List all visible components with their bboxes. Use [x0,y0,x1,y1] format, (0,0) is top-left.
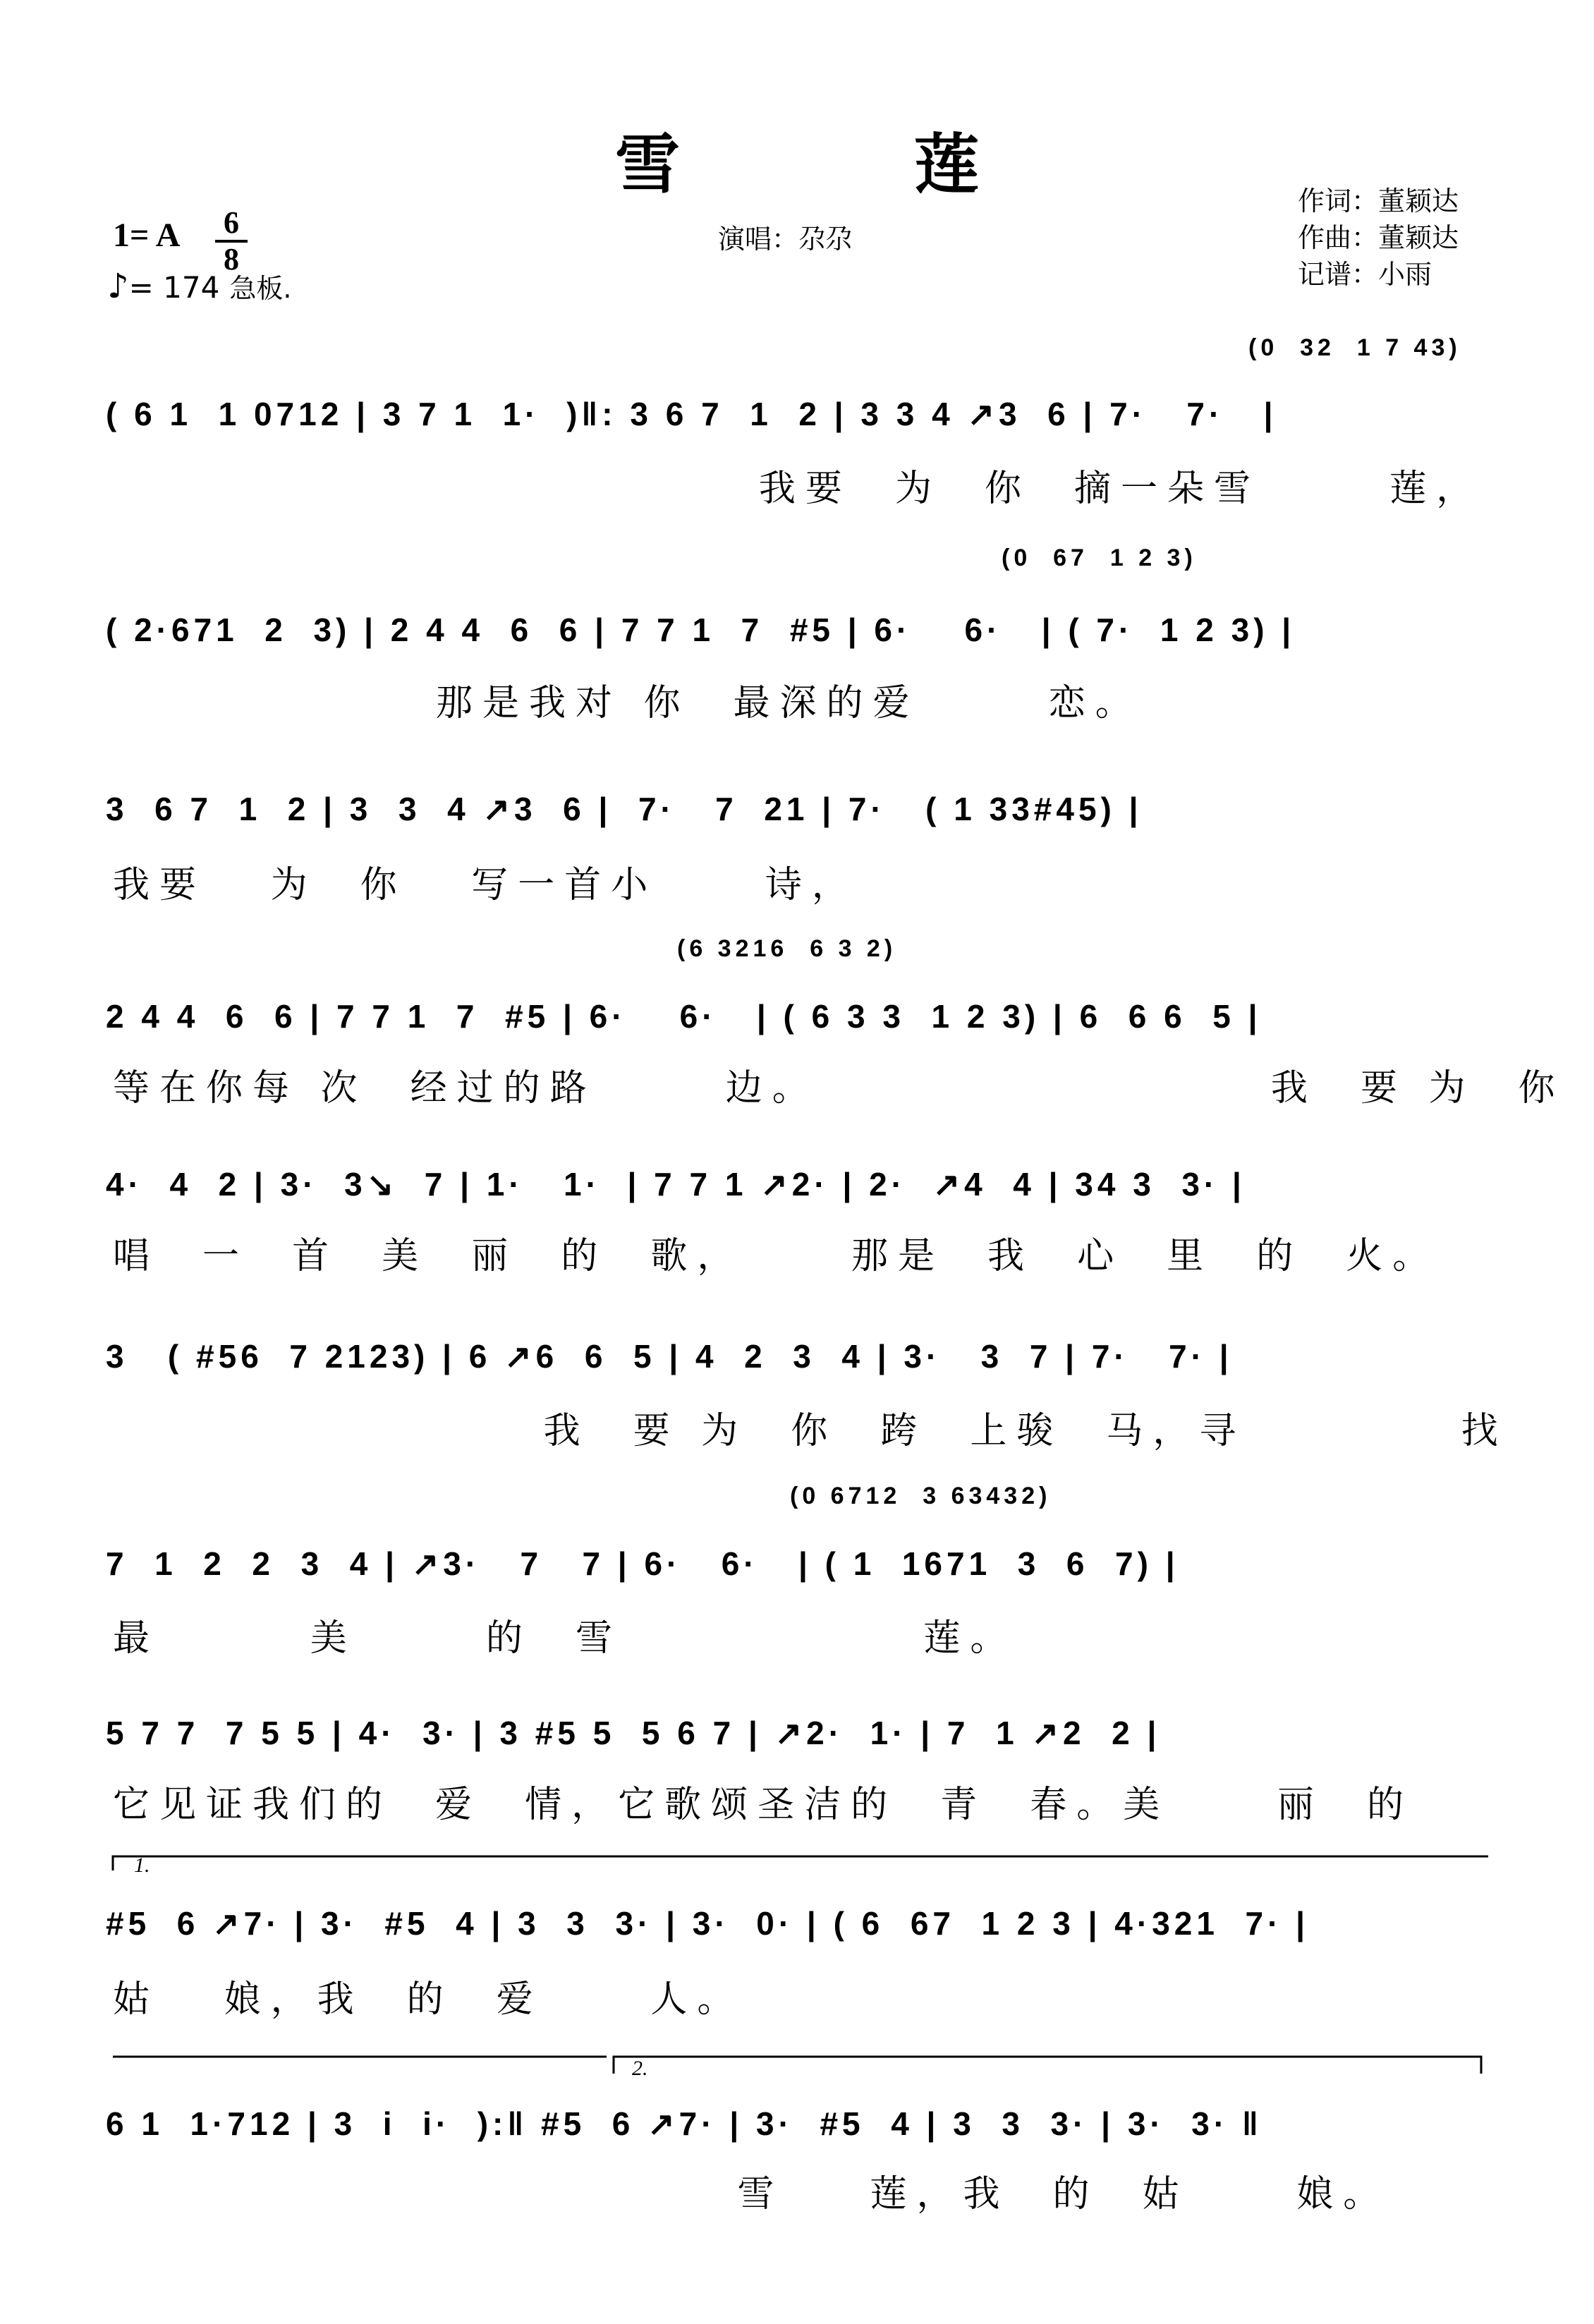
notation-row: 2 4 4 6 6 | 7 7 1 7 #5 | 6· 6· | ( 6 3 3 1 2 3) | 6 6 6 5 | [106,998,1262,1035]
tempo-marking [107,267,291,306]
lyrics-row: 我 要 为 你 跨 上骏 马，寻 找 [113,1410,1508,1452]
notation-row: ( 6 1 1 0712 | 3 7 1 1· )‖: 3 6 7 1 2 | 3 3 4 ↗3 6 | 7· 7· | [106,396,1277,432]
notation-row: 3 6 7 1 2 | 3 3 4 ↗3 6 | 7· 7 21 | 7· ( 1 33#45) | [106,791,1143,827]
time-signature-denominator: 8 [224,242,239,276]
interlude-cue: (0 67 1 2 3) [1002,545,1197,571]
lyrics-row: 姑 娘，我 的 爱 人。 [113,1978,744,2021]
lyrics-row: 它见证我们的 爱 情，它歌颂圣洁的 青 春。美 丽 的 [113,1784,1413,1826]
notation-row: #5 6 ↗7· | 3· #5 4 | 3 3 3· | 3· 0· | ( 6 67 1 2 3 | 4·321 7· | [106,1905,1310,1942]
second-ending-label: 2. [632,2057,648,2080]
notation-row: ( 2·671 2 3) | 2 4 4 6 6 | 7 7 1 7 #5 | 6· 6· | ( 7· 1 2 3) | [106,612,1296,648]
notation-row: 4· 4 2 | 3· 3↘ 7 | 1· 1· | 7 7 1 ↗2· | 2· ↗4 4 | 34 3 3· | [106,1166,1246,1203]
lyrics-row: 雪 莲，我 的 姑 娘。 [113,2173,1390,2215]
song-title: 雪 莲 [614,127,1085,202]
lyrics-row: 唱 一 首 美 丽 的 歌， 那是 我 心 里 的 火。 [113,1235,1440,1277]
composer-credit: 作曲：董颖达 [1298,222,1459,253]
notation-row: 3 ( #56 7 2123) | 6 ↗6 6 5 | 4 2 3 4 | 3· 3 7 | 7· 7· | [106,1338,1233,1375]
lyrics-row: 等在你每 次 经过的路 边。 我 要 为 你 [113,1067,1565,1109]
interlude-cue: (0 6712 3 63432) [790,1483,1052,1509]
interlude-cue: (6 3216 6 3 2) [677,935,897,962]
time-signature-numerator: 6 [224,205,239,240]
lyricist-credit: 作词：董颖达 [1298,185,1459,217]
eighth-note-icon: ♪ [107,267,129,306]
lyrics-row: 我要 为 你 写一首小 诗， [113,864,858,906]
time-signature [215,207,248,275]
first-ending-label: 1. [134,1854,150,1877]
lyrics-row: 那是我对 你 最深的爱 恋。 [113,682,1142,724]
lyrics-row: 最 美 的 雪 莲。 [113,1617,1017,1660]
notation-row: 5 7 7 7 5 5 | 4· 3· | 3 #5 5 5 6 7 | ↗2· 1· | 7 1 ↗2 2 | [106,1715,1161,1751]
tempo-term: 急板. [229,273,292,304]
notation-row: 6 1 1·712 | 3 i i· ):‖ #5 6 ↗7· | 3· #5 4 | 3 3 3· | 3· 3· ‖ [106,2105,1263,2142]
tempo-value: = 174 [128,270,220,305]
singer-credit: 演唱：尕尕 [718,224,853,255]
first-ending-bracket [0,1848,1594,1876]
key-signature: 1= A [113,217,181,254]
second-ending-bracket [0,2045,1594,2081]
lyrics-row: 我要 为 你 摘一朵雪 莲， [113,468,1483,510]
interlude-cue: (0 32 1 7 43) [1248,334,1461,361]
transcriber-credit: 记谱：小雨 [1298,259,1432,290]
notation-row: 7 1 2 2 3 4 | ↗3· 7 7 | 6· 6· | ( 1 1671 3 6 7) | [106,1545,1179,1582]
